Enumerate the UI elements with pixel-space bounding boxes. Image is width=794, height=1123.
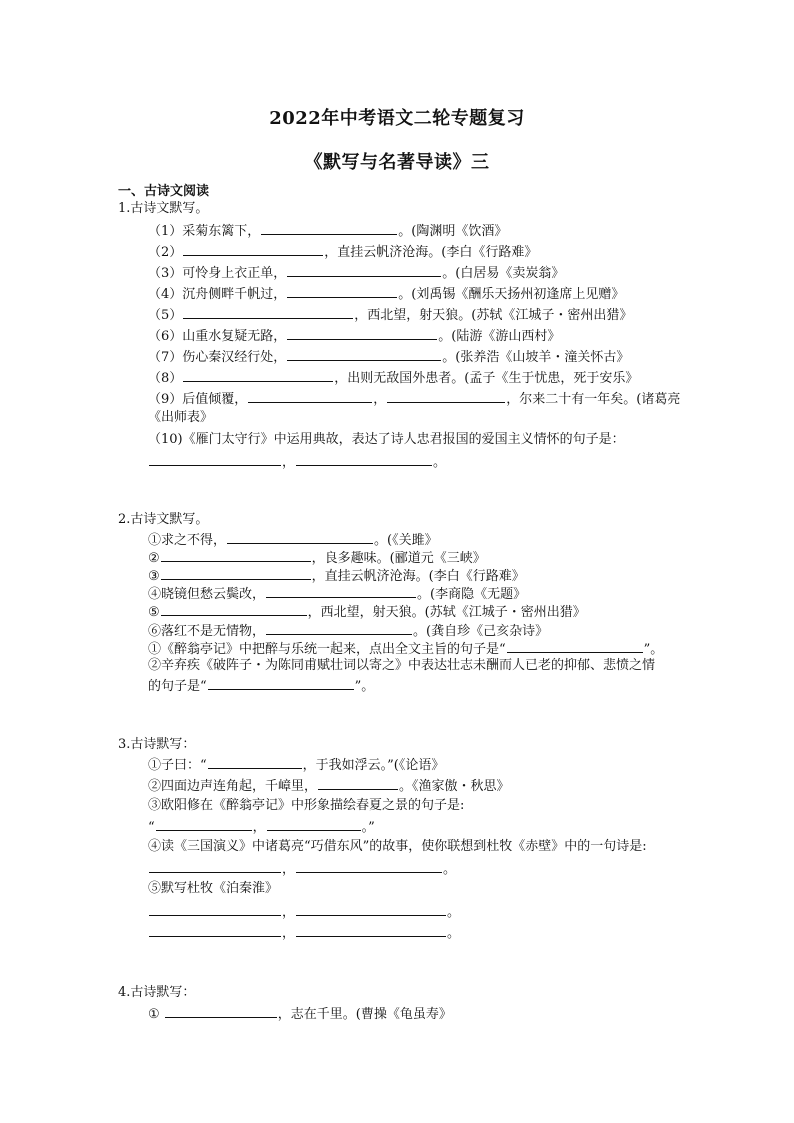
answer-blank[interactable] — [296, 859, 442, 873]
page-subtitle: 《默写与名著导读》三 — [304, 152, 490, 173]
q1-item-7: （7）伤心秦汉经行处， 。(张养浩《山坡羊・潼关怀古》 — [148, 347, 629, 367]
answer-blank[interactable] — [296, 902, 446, 916]
answer-blank[interactable] — [287, 347, 441, 361]
q2-item-2: ② ，良多趣味。(郦道元《三峡》 — [148, 548, 486, 568]
section-heading: 一、古诗文阅读 — [118, 184, 210, 199]
answer-blank[interactable] — [183, 368, 333, 382]
q3-item-3-answer: “ ， 。” — [148, 817, 375, 837]
answer-blank[interactable] — [161, 602, 307, 616]
q1-item-8: （8） ，出则无敌国外患者。(孟子《生于忧患，死于安乐》 — [148, 368, 638, 388]
answer-blank[interactable] — [161, 548, 311, 562]
answer-blank[interactable] — [149, 859, 281, 873]
q3-item-2: ②四面边声连角起，千嶂里， 。《渔家傲・秋思》 — [148, 776, 510, 796]
answer-blank[interactable] — [149, 902, 281, 916]
q1-item-9: （9）后值倾覆， ， ，尔来二十有一年矣。(诸葛亮 — [148, 389, 680, 409]
q2-item-3: ③ ，直挂云帆济沧海。(李白《行路难》 — [148, 566, 525, 586]
answer-blank[interactable] — [208, 676, 354, 690]
question-2-heading: 2.古诗文默写。 — [118, 512, 209, 527]
q1-item-4: （4）沉舟侧畔千帆过， 。(刘禹锡《酬乐天扬州初逢席上见赠》 — [148, 284, 624, 304]
q2-item-5: ⑤ ，西北望，射天狼。(苏轼《江城子・密州出猎》 — [148, 602, 586, 622]
answer-blank[interactable] — [296, 452, 432, 466]
q1-item-2: （2） ，直挂云帆济沧海。(李白《行路难》 — [148, 242, 537, 262]
answer-blank[interactable] — [183, 242, 323, 256]
answer-blank[interactable] — [507, 639, 643, 653]
answer-blank[interactable] — [287, 284, 397, 298]
answer-blank[interactable] — [266, 584, 416, 598]
q2-item-8-answer: 的句子是“ ”。 — [148, 676, 374, 696]
q2-item-6: ⑥落红不是无情物， 。(龚自珍《己亥杂诗》 — [148, 621, 548, 641]
question-1-heading: 1.古诗文默写。 — [118, 201, 209, 216]
q3-item-5-answer-1: ， 。 — [148, 902, 460, 922]
answer-blank[interactable] — [318, 776, 398, 790]
answer-blank[interactable] — [387, 389, 505, 403]
answer-blank[interactable] — [296, 923, 446, 937]
answer-blank[interactable] — [266, 621, 412, 635]
q2-item-1: ①求之不得， 。(《关雎》 — [148, 530, 438, 550]
q1-item-10: （10)《雁门太守行》中运用典故，表达了诗人忠君报国的爱国主义情怀的句子是： — [148, 432, 625, 447]
answer-blank[interactable] — [287, 326, 437, 340]
q1-item-6: （6）山重水复疑无路， 。(陆游《游山西村》 — [148, 326, 560, 346]
answer-blank[interactable] — [227, 530, 373, 544]
q3-item-5-answer-2: ， 。 — [148, 923, 460, 943]
answer-blank[interactable] — [248, 389, 372, 403]
q3-item-4: ④读《三国演义》中诸葛亮“巧借东风”的故事，使你联想到杜牧《赤壁》中的一句诗是: — [148, 839, 647, 854]
question-4-heading: 4.古诗默写： — [118, 985, 196, 1000]
q2-item-4: ④晓镜但愁云鬓改， 。(李商隐《无题》 — [148, 584, 526, 604]
answer-blank[interactable] — [287, 263, 441, 277]
q2-item-8: ②辛弃疾《破阵子・为陈同甫赋壮词以寄之》中表达壮志未酬而人已老的抑郁、悲愤之情 — [148, 658, 656, 673]
answer-blank[interactable] — [149, 452, 281, 466]
q3-item-5: ⑤默写杜牧《泊秦淮》 — [148, 881, 279, 896]
q3-item-4-answer: ， 。 — [148, 859, 456, 879]
answer-blank[interactable] — [261, 221, 397, 235]
answer-blank[interactable] — [208, 755, 302, 769]
q2-item-7: ①《醉翁亭记》中把醉与乐统一起来，点出全文主旨的句子是“ ”。 — [148, 639, 663, 659]
q3-item-3: ③欧阳修在《醉翁亭记》中形象描绘春夏之景的句子是: — [148, 798, 465, 813]
q1-item-1: （1）采菊东篱下， 。(陶渊明《饮酒》 — [148, 221, 507, 241]
answer-blank[interactable] — [156, 817, 252, 831]
answer-blank[interactable] — [165, 1004, 277, 1018]
question-3-heading: 3.古诗默写： — [118, 737, 196, 752]
q1-item-9-source: 《出师表》 — [148, 410, 214, 425]
page-title: 2022年中考语文二轮专题复习 — [269, 108, 525, 129]
q1-item-3: （3）可怜身上衣正单， 。(白居易《卖炭翁》 — [148, 263, 564, 283]
q4-item-1: ① ，志在千里。(曹操《龟虽寿》 — [148, 1004, 452, 1024]
q1-item-5: （5） ，西北望，射天狼。(苏轼《江城子・密州出猎》 — [148, 305, 632, 325]
q1-item-10-answer: ， 。 — [148, 452, 446, 472]
q3-item-1: ①子曰：“ ，于我如浮云。”(《论语》 — [148, 755, 444, 775]
answer-blank[interactable] — [161, 566, 311, 580]
answer-blank[interactable] — [183, 305, 353, 319]
answer-blank[interactable] — [149, 923, 281, 937]
answer-blank[interactable] — [267, 817, 361, 831]
